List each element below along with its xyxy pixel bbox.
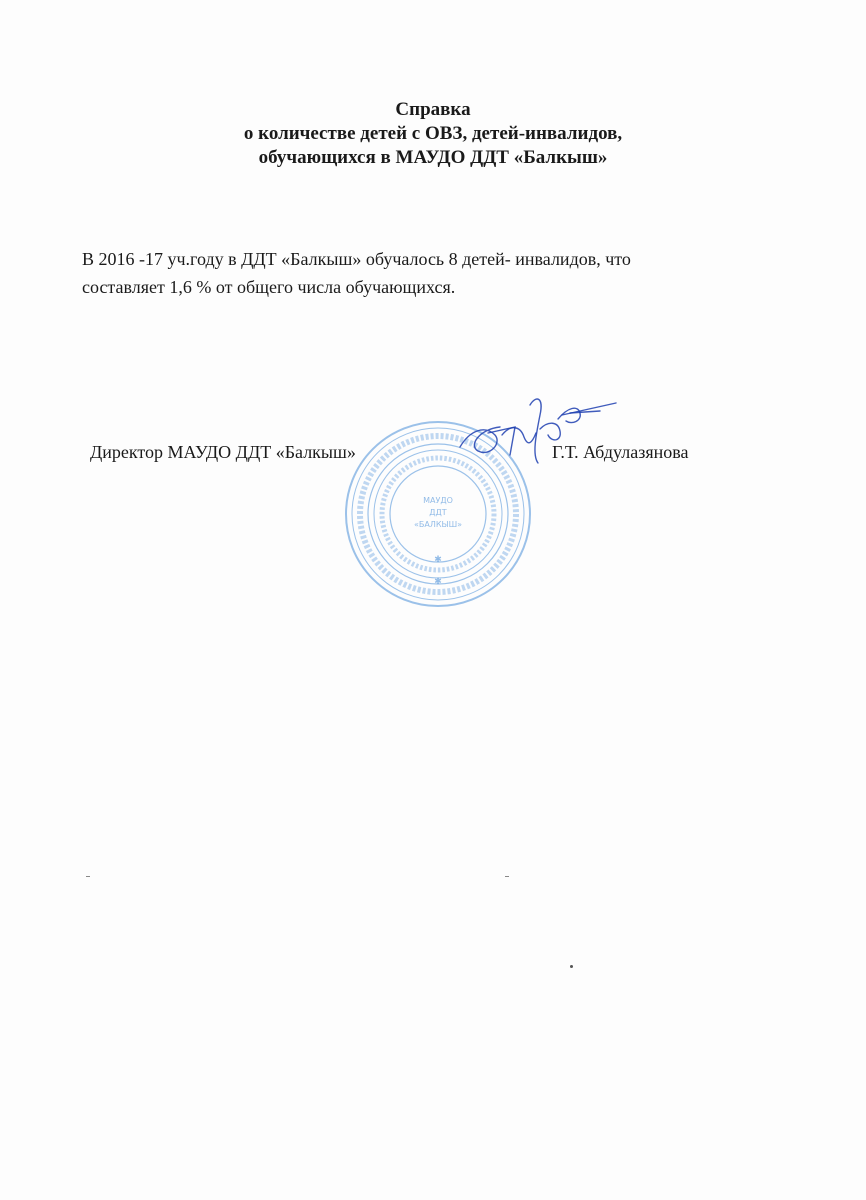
scan-speck	[570, 965, 573, 968]
document-title	[0, 98, 866, 170]
signer-position: Директор МАУДО ДДТ «Балкыш»	[90, 442, 356, 462]
scan-speck	[86, 876, 90, 877]
document-body	[82, 245, 762, 301]
title-line: Справка	[395, 99, 471, 120]
stamp-line: МАУДО	[423, 496, 453, 505]
title-line: о количестве детей с ОВЗ, детей-инвалидов,	[243, 123, 623, 144]
scan-speck	[505, 876, 509, 877]
stamp-line: ДДТ	[429, 508, 447, 517]
stamp-star-icon: ✱	[434, 577, 442, 587]
signer-name: Г.Т. Абдулазянова	[552, 442, 689, 462]
stamp-star-icon: ✱	[434, 555, 442, 565]
body-line: В 2016 -17 уч.году в ДДТ «Балкыш» обучалось 8 детей- инвалидов, что	[82, 249, 631, 269]
body-line: составляет 1,6 % от общего числа обучающихся.	[82, 277, 456, 297]
title-line: обучающихся в МАУДО ДДТ «Балкыш»	[258, 147, 608, 168]
stamp-line: «БАЛКЫШ»	[413, 520, 463, 529]
